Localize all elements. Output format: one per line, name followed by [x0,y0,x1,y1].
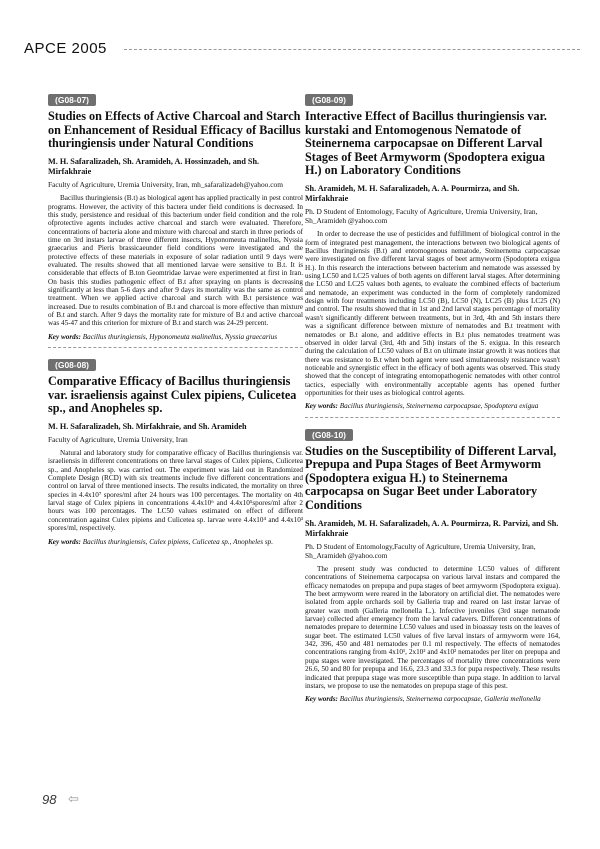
entry-divider [305,417,560,418]
paper-title: Comparative Efficacy of Bacillus thuringiensis var. israeliensis against Culex pipiens, Culicetea sp., and Anopheles sp. [48,374,297,416]
keywords-label: Key words: [305,402,338,411]
right-column [305,90,560,710]
keywords-label: Key words: [48,537,81,546]
paper-affiliation: Faculty of Agriculture, Uremia University, Iran, mh_safaralizadeh@yahoo.com [48,180,283,190]
abstract-entry [48,90,303,341]
paper-title: Studies on Effects of Active Charcoal and Starch on Enhancement of Residual Efficacy of Bacillus thuringiensis under Natural Conditions [48,109,301,151]
abstract-entry [48,355,303,546]
paper-affiliation: Ph. D Student of Entomology, Faculty of Agriculture, Uremia University, Iran, Sh_Aramideh @yahoo.com [305,207,538,226]
abstract-entry [305,425,560,704]
paper-keywords [48,333,303,341]
entry-divider [48,347,303,348]
paper-affiliation: Ph. D Student of Entomology,Faculty of Agriculture, Uremia University, Iran, Sh_Aramideh @yahoo.com [305,542,536,561]
keywords-text: Bacillus thuringiensis, Hyponomeuta malinellus, Nyssia graecarius [82,332,278,341]
paper-authors: Sh. Aramideh, M. H. Safaralizadeh, A. A. Pourmirza, and Sh. Mirfakhraie [305,183,520,204]
paper-authors: Sh. Aramideh, M. H. Safaralizadeh, A. A. Pourmirza, R. Parvizi, and Sh. Mirfakhraie [305,518,559,538]
left-column [48,90,303,552]
paper-code-badge: (G08-10) [305,429,353,441]
abstract-entry [305,90,560,411]
paper-affiliation: Faculty of Agriculture, Uremia University, Iran [48,435,188,445]
keywords-text: Bacillus thuringiensis, Steinernema carpocapsae, Galleria mellonella [339,695,541,704]
paper-abstract: The present study was conducted to determine LC50 values of different concentrations of Steinernema carpocapsa on various larval instars and compared the efficacy nematodes on prepupa and pupa stages of beet armyworm (Spodoptera exigua). The beet armyworm were reared in the laboratory on artificial diet. The nematodes were isolated from apple orchards soil by Galleria trap and reared on last instar larvae of greater wax moth (Galleria mellonella L.). Infective juveniles (3rd stage nematode larvae) collected after emergency from the larval cadavers. Different concentrations of nematodes prepare to determine LC50 values and used in bioassay tests on the leaves of sugar beet. The estimated LC50 values of five larval instars of armyworm were 164, 342, 396, 450 and 481 nematodes per 0.1 ml respectively. The effects of nematodes concentrations ranging from 4x10¹, 2x10² and 4x10² nematodes per liter on prepupa and pupa stages were investigated. The percentages of mortality three concentrations were 26.6, 50 and 80 for prepupa and 16.6, 23.3 and 33.3 for pupa respectively. These results indicated that prepupa stage was more susceptible than pupa stage. In addition to larval instars, we propose to use the nematodes on prepupa stage of this pest. [305,565,560,690]
keywords-text: Bacillus thuringiensis, Steinernema carpocapsae, Spodoptera exigua [339,402,539,411]
keywords-text: Bacillus thuringiensis, Culex pipiens, Culicetea sp., Anopheles sp. [82,537,274,546]
page-number: 98 [42,792,57,807]
paper-keywords [305,402,560,410]
paper-code-badge: (G08-08) [48,359,96,371]
paper-abstract: In order to decrease the use of pesticides and fulfillment of biological control in the form of integrated pest management, the interactions between two biological agents of Bacillus thuringiensis (B.t) and entomogenous nematode, Steinernema carpocapsae were investigated on five different larval stages of beet armyworm (Spodoptera exigua H.). In this research the interactions between bacterium and nematode was assessed by using LC50 and LC25 values of both agents on different larval stages. After determining the LC50 and LC25 values both agents, to evaluate the combined effects of bacterium and nematode, an experiment was conducted in the form of completely randomized design with four treatments including LC50 (B), LC50 (N), LC25 (B) plus LC25 (N) and control. The results showed that in 1st and 2nd larval stages percentage of mortality wasn't significantly different between treatments, but in 3rd, 4th and 5th instars there was a significant difference between mixture of nematodes and B.t treatment with nematodes or B.t alone, and additive effects in B.t plus nematodes treatment was observed in older larval (3rd, 4th and 5th) instars of the S. exigua. In this research during the calculation of LC50 values of B.t on ultimate instar growth it was notices that there was resistance to B.t when both agent were used simultaneously resistance wasn't noticeable and synergistic effect in the efficacy of both agents was observed. This study showed that the concept of integrating entomopathogenic nematodes with other control tactics, especially with environmentally acceptable agents has opened further opportunities for their uses as biological control agents. [305,230,560,397]
paper-abstract: Bacillus thuringiensis (B.t) as biological agent has applied practically in pest control programs. However, the activity of this bactera under field conditions is decreased. In this study, persistence and residual of this bacterium under field condition and the role ofprotective agents includes active charcoal and starch were evaluated. Therefore, concentrations of bacteria alone and mixture with charcoal and starch in three periods of time on 3rd instars larvae of three different insects, Hyponomeuta malinellus, Nyssia graecarius and Pieris brassicaeunder field conditions were investigated and the protective effects of these materials in exposure of solar radiation until 9 days were evaluated. The results showed that all mentioned larvae were sensitive to B.t. It is considerable that effects of B.ton Geomtridae larvae were experimented at first in Iran. On basis this studies pathogenic effect of B.t after spraying on plants is decreasing significantly at less than 5-6 days and after 9 days its mortality was the same as control treatment. When we applied active charcoal and starch with B.t persistence was increased. Due to results combination of B.t and charcoal is more effective than mixture of B.t and starch. After 9 days the mortality rate for mixture of B.t and active charcoal was 45-47 and this criterion for mixture of B.t and starch was 24-29 percent. [48,194,303,328]
paper-abstract: Natural and laboratory study for comparative efficacy of Bacillus thuringiensis var. israeliensis in different concentrations on three larval stages of Culex pipiens, Culicetea sp., and Anopheles sp. was carried out. The experiment was laid out in Randomized Complete Design (RCD) with six treatments include five different concentrations and control on larval of three mentioned insects. The results indicated, the mortality on three species in 4.4x10⁷ spores/ml after 24 hours was 100 percentages. The mortality on 4th larval stage of Culex pipiens in concentrations 4.4x10⁶ and 4.4x10⁵spores/ml after 2 hours was 100 percentages. The LC50 values estimated on effect of different concentration against Culex pipiens and Culicetea sp. larvae were 4.4x10⁴ and 4.4x10³ spores/ml, respectively. [48,449,303,533]
paper-keywords [305,695,560,703]
keywords-label: Key words: [305,695,338,704]
arrow-left-icon: ⇦ [68,792,79,807]
paper-keywords [48,538,303,546]
paper-authors: M. H. Safaralizadeh, Sh. Aramideh, A. Hossinzadeh, and Sh. Mirfakhraie [48,156,260,176]
paper-authors: M. H. Safaralizadeh, Sh. Mirfakhraie, and Sh. Aramideh [48,421,247,431]
conference-title: APCE 2005 [24,40,107,57]
paper-title: Studies on the Susceptibility of Different Larval, Prepupa and Pupa Stages of Beet Armyworm (Spodoptera exigua H.) to Steinernema carpocapsa on Sugar Beet under Laboratory Conditions [305,443,557,513]
running-header [24,38,580,58]
paper-title: Interactive Effect of Bacillus thuringiensis var. kurstaki and Entomogenous Nematode of Steinernema carpocapsae on Different Larval Stages of Beet Armyworm (Spodoptera exigua H.) on Laboratory Conditions [305,109,547,178]
keywords-label: Key words: [48,332,81,341]
paper-code-badge: (G08-07) [48,94,96,106]
paper-code-badge: (G08-09) [305,94,353,106]
header-divider [124,49,580,50]
